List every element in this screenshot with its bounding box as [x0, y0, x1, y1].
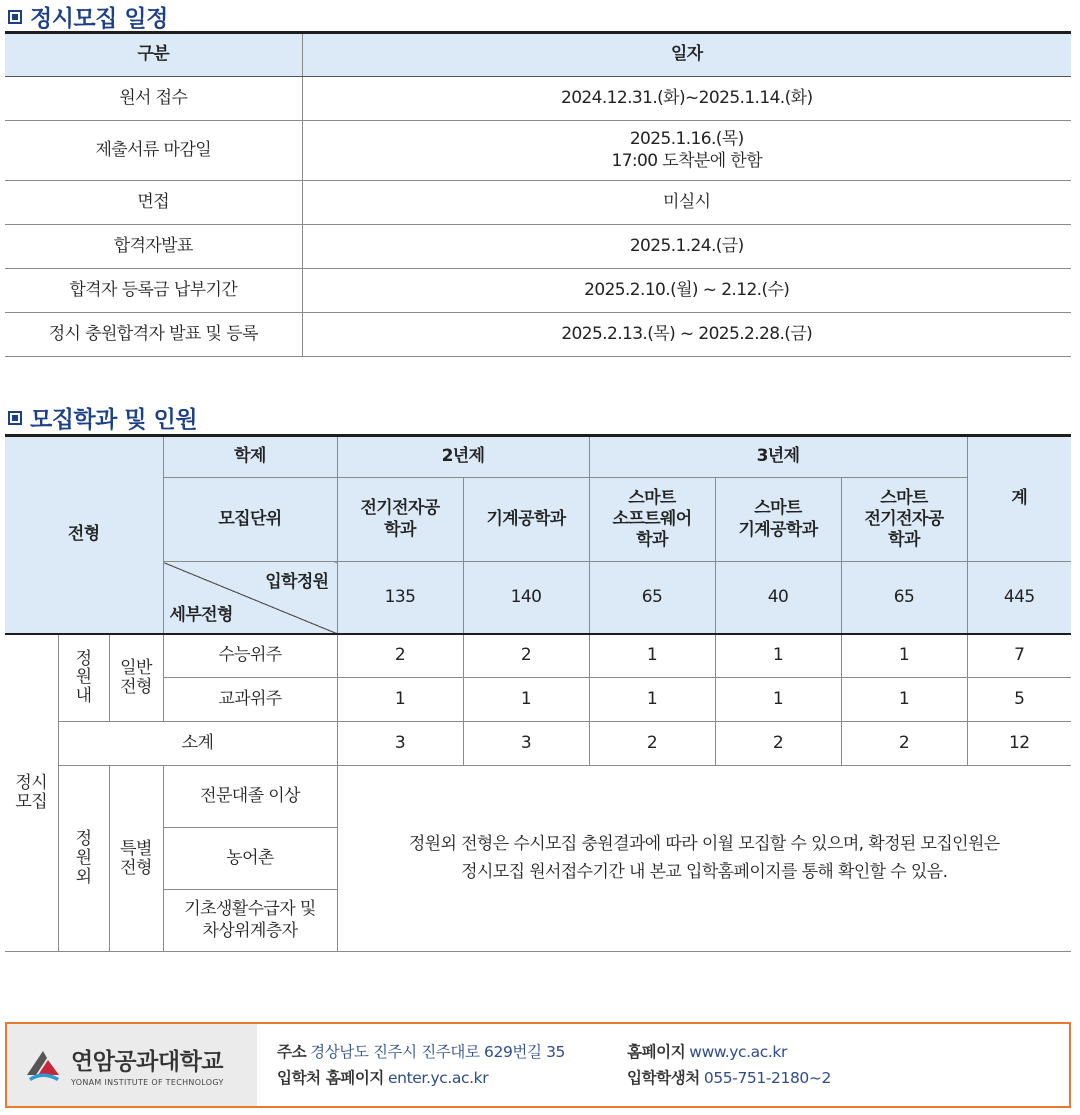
category-main-line: 정시	[15, 773, 48, 794]
cell-value: 2	[337, 634, 463, 678]
dept-name-line: 학과	[636, 530, 668, 551]
homepage-label: 홈페이지	[627, 1043, 686, 1061]
quota-label: 입학정원	[265, 572, 329, 592]
row-label: 합격자발표	[5, 225, 302, 269]
category-main	[5, 634, 58, 952]
dept-name	[841, 478, 967, 562]
table-row	[5, 766, 1071, 828]
row-label: 정시 충원합격자 발표 및 등록	[5, 313, 302, 357]
contact-info	[257, 1024, 927, 1106]
quota-value: 40	[715, 562, 841, 634]
cell-value: 2	[715, 722, 841, 766]
header-date: 일자	[302, 33, 1071, 77]
dept-name-line: 전기전자공	[864, 508, 944, 529]
school-name-ko: 연암공과대학교	[71, 1049, 224, 1075]
dept-name-line: 전기전자공	[360, 498, 440, 519]
section-title-schedule	[8, 0, 168, 33]
square-bullet-icon	[8, 411, 22, 425]
footer-box	[5, 1022, 1071, 1108]
table-row	[5, 225, 1071, 269]
general-type	[109, 634, 163, 722]
dept-name	[463, 478, 589, 562]
table-row	[5, 678, 1071, 722]
school-logo	[7, 1024, 257, 1106]
dept-name-line: 기계공학과	[738, 519, 818, 540]
special-row-label: 농어촌	[163, 828, 337, 890]
special-row-line: 차상위계층자	[202, 920, 298, 941]
cell-value: 2	[841, 722, 967, 766]
admission-home-item	[277, 1066, 627, 1092]
square-bullet-icon	[8, 10, 22, 24]
header-hakje: 학제	[163, 436, 337, 478]
cell-total: 5	[967, 678, 1071, 722]
row-value: 2025.2.10.(월) ~ 2.12.(수)	[302, 269, 1071, 313]
dept-name-line: 스마트	[628, 487, 676, 508]
outside-char: 정	[75, 829, 92, 850]
quota-value: 135	[337, 562, 463, 634]
row-value: 2025.1.24.(금)	[302, 225, 1071, 269]
note-line: 정시모집 원서접수기간 내 본교 입학홈페이지를 통해 확인할 수 있음.	[461, 861, 948, 882]
row-label: 수능위주	[163, 634, 337, 678]
cell-value: 1	[715, 634, 841, 678]
address-label: 주소	[277, 1043, 307, 1061]
row-label: 제출서류 마감일	[5, 121, 302, 181]
special-line: 전형	[120, 857, 152, 878]
cell-value: 2	[463, 634, 589, 678]
row-label: 원서 접수	[5, 77, 302, 121]
outside-note	[337, 766, 1071, 952]
cell-value: 1	[589, 678, 715, 722]
school-emblem-icon	[23, 1045, 63, 1085]
within-char: 정	[75, 648, 92, 669]
schedule-table	[5, 31, 1071, 357]
quota-total: 445	[967, 562, 1071, 634]
header-unit: 모집단위	[163, 478, 337, 562]
header-three-year: 3년제	[589, 436, 967, 478]
table-row	[5, 634, 1071, 678]
cell-value: 1	[589, 634, 715, 678]
cell-value: 2	[589, 722, 715, 766]
cell-value: 1	[337, 678, 463, 722]
row-value	[302, 121, 1071, 181]
dept-name-line: 스마트	[754, 498, 802, 519]
within-char: 내	[75, 686, 92, 707]
special-row-label	[163, 890, 337, 952]
outside-quota	[58, 766, 109, 952]
row-value: 2024.12.31.(화)~2025.1.14.(화)	[302, 77, 1071, 121]
general-line: 전형	[120, 676, 152, 697]
schedule-title-text: 정시모집 일정	[30, 6, 168, 32]
outside-char: 원	[75, 848, 92, 869]
subtotal-label: 소계	[58, 722, 337, 766]
special-row-label: 전문대졸 이상	[163, 766, 337, 828]
category-main-line: 모집	[15, 791, 48, 812]
dept-name-line: 학과	[888, 530, 920, 551]
homepage-link[interactable]: www.yc.ac.kr	[689, 1043, 787, 1061]
admission-home-label: 입학처 홈페이지	[277, 1069, 385, 1087]
header-two-year: 2년제	[337, 436, 589, 478]
cell-value: 1	[841, 634, 967, 678]
admission-home-link[interactable]: enter.yc.ac.kr	[388, 1069, 489, 1087]
table-row	[5, 77, 1071, 121]
table-row	[5, 269, 1071, 313]
contact-item	[627, 1066, 927, 1092]
row-label: 합격자 등록금 납부기간	[5, 269, 302, 313]
within-char: 원	[75, 667, 92, 688]
school-name-en: YONAM INSTITUTE OF TECHNOLOGY	[71, 1078, 224, 1087]
dept-name-line: 스마트	[880, 487, 928, 508]
row-label: 교과위주	[163, 678, 337, 722]
contact-label: 입학학생처	[627, 1069, 700, 1087]
header-total: 계	[967, 436, 1071, 562]
departments-table	[5, 434, 1071, 952]
row-value: 2025.2.13.(목) ~ 2025.2.28.(금)	[302, 313, 1071, 357]
dept-name	[589, 478, 715, 562]
cell-total: 7	[967, 634, 1071, 678]
dept-name-line: 학과	[384, 519, 416, 540]
cell-value: 3	[337, 722, 463, 766]
general-line: 일반	[120, 658, 152, 679]
homepage-item	[627, 1040, 927, 1066]
header-gubun: 구분	[5, 33, 302, 77]
row-value-line: 17:00 도착분에 한함	[611, 150, 763, 171]
table-row	[5, 181, 1071, 225]
diagonal-header-cell	[163, 562, 337, 634]
within-quota	[58, 634, 109, 722]
header-jeonhyeong: 전형	[5, 436, 163, 634]
address-item	[277, 1040, 627, 1066]
dept-name	[715, 478, 841, 562]
sub-type-label: 세부전형	[169, 605, 233, 626]
quota-value: 65	[841, 562, 967, 634]
dept-name	[337, 478, 463, 562]
dept-name-line: 소프트웨어	[612, 508, 692, 529]
table-row	[5, 313, 1071, 357]
table-row	[5, 121, 1071, 181]
quota-value: 140	[463, 562, 589, 634]
special-type	[109, 766, 163, 952]
cell-value: 3	[463, 722, 589, 766]
special-line: 특별	[120, 838, 152, 859]
address-value: 경상남도 진주시 진주대로 629번길 35	[310, 1043, 566, 1061]
cell-value: 1	[715, 678, 841, 722]
outside-char: 외	[75, 866, 92, 887]
departments-title-text: 모집학과 및 인원	[30, 407, 198, 433]
dept-name-line: 기계공학과	[486, 508, 566, 529]
cell-value: 1	[841, 678, 967, 722]
special-row-line: 기초생활수급자 및	[184, 899, 316, 920]
note-line: 정원외 전형은 수시모집 충원결과에 따라 이월 모집할 수 있으며, 확정된 모집인원은	[408, 834, 1000, 855]
quota-value: 65	[589, 562, 715, 634]
cell-total: 12	[967, 722, 1071, 766]
row-value: 미실시	[302, 181, 1071, 225]
section-title-departments	[8, 401, 197, 434]
row-value-line: 2025.1.16.(목)	[629, 129, 744, 150]
cell-value: 1	[463, 678, 589, 722]
row-label: 면접	[5, 181, 302, 225]
contact-phone: 055-751-2180~2	[703, 1069, 831, 1087]
table-row	[5, 722, 1071, 766]
